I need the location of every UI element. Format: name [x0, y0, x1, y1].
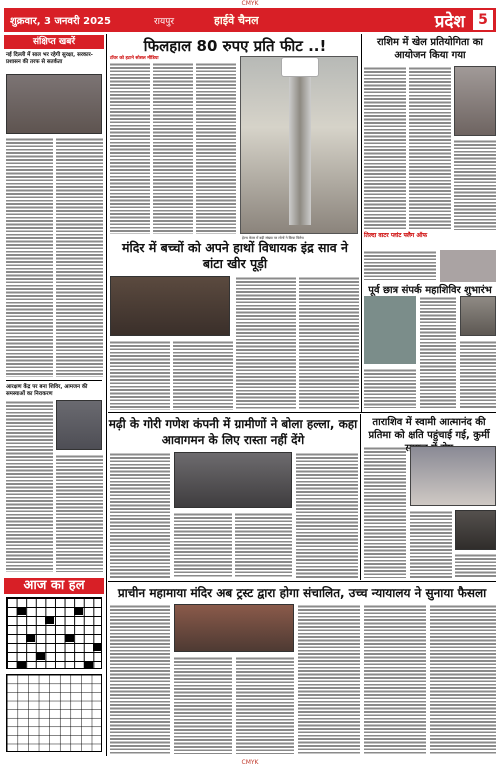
brief-body-text	[6, 400, 53, 572]
main-body-text	[196, 62, 236, 234]
alumni-body-text	[364, 368, 416, 408]
temple-body-text	[298, 604, 360, 754]
puzzles-heading: आज का हल	[4, 578, 104, 594]
statue-body-text	[455, 553, 496, 578]
temple-body-text	[110, 604, 170, 754]
page-number: 5	[473, 10, 493, 30]
plant-headline: तिल्दा वाटर प्लांट फ्लैग ऑफ	[364, 232, 428, 239]
alumni-headline: पूर्व छात्र संपर्क महाशिविर शुभारंभ	[368, 285, 492, 296]
brief-item-title: नई दिल्ली में साल भर रहेगी सुरक्षा, सरकार-प्रशासन की तरफ से सतर्कता	[6, 52, 93, 65]
village-body-text	[235, 512, 292, 578]
temple-body-text	[174, 656, 232, 754]
statue-photo	[410, 446, 496, 506]
column-divider	[106, 34, 107, 756]
alumni-body-text	[460, 340, 496, 408]
plant-body-text	[364, 250, 436, 280]
temple-body-text	[430, 604, 496, 754]
village-body-text	[174, 512, 232, 578]
statue-headline: ताराशिव में स्वामी आत्मानंद की प्रतिमा को क्षति पहुंचाई गई, कुर्मी	[368, 417, 490, 441]
briefs-heading: संक्षिप्त खबरें	[4, 35, 104, 49]
tower-photo	[240, 56, 358, 234]
section-divider	[108, 581, 496, 582]
school-body-text	[236, 276, 296, 410]
page-header	[4, 8, 496, 32]
statue-body-text	[410, 510, 452, 578]
statue-photo	[455, 510, 496, 550]
temple-body-text	[364, 604, 426, 754]
brief-photo	[56, 400, 102, 450]
village-photo	[174, 452, 292, 508]
village-headline: मढ़ी के गोरी गणेश कंपनी में ग्रामीणों ने बोला हल्ला, कहा आवागमन के लिए रास्ता नहीं देंगे	[108, 417, 358, 447]
print-mark-bottom: CMYK	[241, 759, 259, 766]
brief-item-title: आरक्षण केंद्र पर बना शिविर, आमजन की समस्याओं का निराकरण	[6, 384, 88, 397]
section-title: प्रदेश	[434, 11, 465, 32]
main-headline: फिलहाल 80 रुपए प्रति फीट ..!	[143, 37, 327, 55]
school-photo	[110, 276, 230, 336]
edition-city: रायपुर	[154, 16, 175, 27]
school-headline: मंदिर में बच्चों को अपने हाथों विधायक इंद्र साव ने बांटा खीर पूड़ी	[122, 240, 348, 271]
sport-body-text	[409, 66, 451, 230]
temple-headline: प्राचीन महामाया मंदिर अब ट्रस्ट द्वारा होगा संचालित, उच्च न्यायालय ने सुनाया फैसला	[117, 586, 487, 600]
alumni-photo	[460, 296, 496, 336]
village-body-text	[110, 452, 170, 578]
alumni-photo	[364, 296, 416, 364]
sport-photo	[454, 66, 496, 136]
main-subhead: टॉवर को हटाने सोशल मीडिया	[110, 56, 159, 61]
sudoku-grid	[6, 674, 102, 752]
main-body-text	[110, 62, 150, 234]
village-body-text	[296, 452, 358, 578]
statue-body-text	[364, 446, 406, 578]
brief-body-text	[56, 137, 103, 377]
section-divider	[108, 412, 496, 413]
column-divider	[360, 414, 361, 580]
sport-body-text	[454, 139, 496, 230]
issue-date: शुक्रवार, 3 जनवरी 2025	[10, 16, 111, 27]
school-body-text	[299, 276, 359, 410]
paper-name: हाईवे चैनल	[214, 13, 259, 27]
print-mark-top: CMYK	[241, 0, 259, 7]
school-body-text	[173, 340, 233, 410]
brief-photo	[6, 74, 102, 134]
sport-headline: राशिम में खेल प्रतियोगिता का आयोजन किया गया	[376, 37, 484, 61]
brief-body-text	[6, 137, 53, 377]
main-body-text	[153, 62, 193, 234]
brief-body-text	[56, 454, 103, 572]
crossword-grid	[6, 597, 102, 669]
temple-photo	[174, 604, 294, 652]
temple-body-text	[236, 656, 294, 754]
plant-photo	[440, 250, 496, 282]
divider	[6, 380, 102, 381]
photo-caption: हेल्थ केयर में बड़ी संख्या पर लोगों ने किया विरोध	[242, 236, 304, 240]
column-divider	[361, 34, 362, 412]
sport-body-text	[364, 66, 406, 230]
school-body-text	[110, 340, 170, 410]
alumni-body-text	[420, 296, 456, 408]
